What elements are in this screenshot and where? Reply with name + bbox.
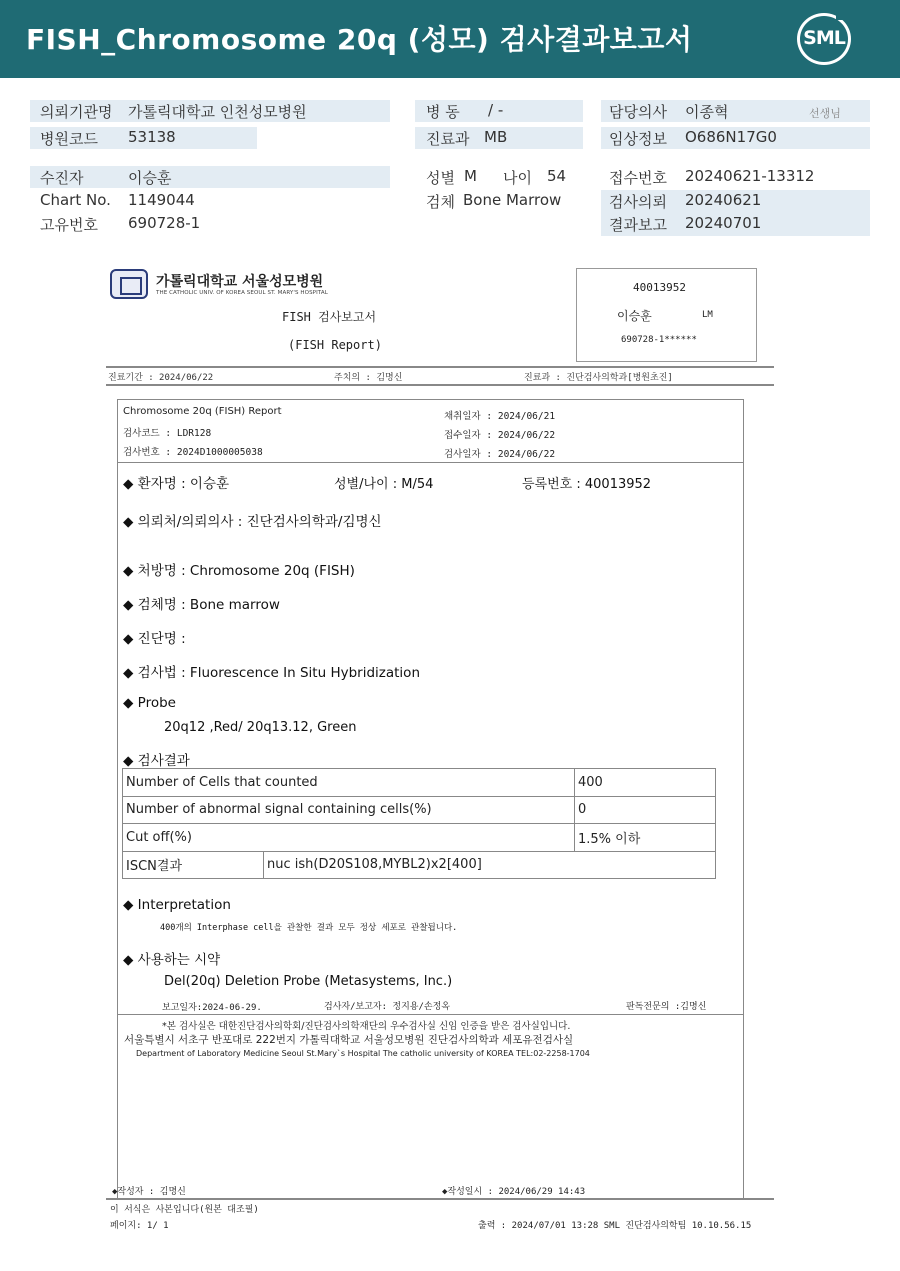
request-label: 검사의뢰 [609,193,667,211]
sex-value: M [464,167,477,185]
code-label: 병원코드 [40,130,98,148]
page-title: FISH_Chromosome 20q (성모) 검사결과보고서 [26,23,693,56]
certification-note: *본 검사실은 대한진단검사의학회/진단검사의학재단의 우수검사실 신임 인증을 받은 검사실입니다. [162,1021,571,1032]
table-row [123,851,716,879]
diagnosis-line: ◆ 진단명 : [123,631,186,647]
ward-label: 병 동 [426,103,460,121]
sex-label: 성별 [426,169,455,187]
institution-label: 의뢰기관명 [40,103,113,121]
report-box-header [118,400,743,463]
written-at: ◆작성일시 : 2024/06/29 14:43 [442,1187,586,1197]
sex-age-line: 성별/나이 : M/54 [334,477,434,492]
specimen-value: Bone Marrow [463,191,562,209]
report-name: Chromosome 20q (FISH) Report [123,406,282,417]
iscn-label: ISCN결과 [123,851,264,879]
interpretation-text: 400개의 Interphase cell을 관찰한 결과 모두 정상 세포로 관찰됩니다. [160,923,458,933]
receipt-label: 접수번호 [609,169,667,187]
author: ◆작성자 : 김명신 [112,1187,186,1197]
patient-label: 수진자 [40,169,84,187]
divider [118,1014,743,1015]
table-row [123,796,716,824]
uid-label: 고유번호 [40,216,98,234]
method-line: ◆ 검사법 : Fluorescence In Situ Hybridization [123,665,420,681]
patient-id-box [576,268,757,362]
table-cell-label: Cut off(%) [123,824,575,852]
receipt-value: 20240621-13312 [685,167,815,185]
id-tag: LM [702,310,713,320]
reagent-text: Del(20q) Deletion Probe (Metasystems, Inc.) [164,974,453,989]
meta-dept: 진료과 : 진단검사의학과[병원초진] [524,373,673,383]
hospital-subtitle: THE CATHOLIC UNIV. OF KOREA SEOUL ST. MARY'S HOSPITAL [156,290,328,296]
doctor-suffix: 선생님 [809,107,841,120]
ward-value: / - [488,101,504,119]
table-cell-label: Number of Cells that counted [123,769,575,797]
id-rrn: 690728-1****** [621,335,697,345]
specialist: 판독전문의 :김명신 [626,1002,707,1012]
patient-name-line: ◆ 환자명 : 이승훈 [123,476,230,492]
chart-label: Chart No. [40,191,111,209]
uid-value: 690728-1 [128,214,201,232]
probe-heading: ◆ Probe [123,695,176,711]
table-cell-value: 0 [575,796,716,824]
prescription-line: ◆ 처방명 : Chromosome 20q (FISH) [123,563,355,579]
report-subtitle: (FISH Report) [288,338,382,352]
clinical-value: O686N17G0 [685,128,777,146]
lab-address: 서울특별시 서초구 반포대로 222번지 가톨릭대학교 서울성모병원 진단검사의학과 세포유전검사실 [124,1034,574,1046]
probe-detail: 20q12 ,Red/ 20q13.12, Green [164,720,357,735]
chart-value: 1149044 [128,191,195,209]
copy-note: 이 서식은 사본입니다(원본 대조필) [110,1205,259,1215]
collected-date: 채취일자 : 2024/06/21 [444,411,556,422]
interpretation-heading: ◆ Interpretation [123,897,231,913]
id-reg-no: 40013952 [633,281,686,294]
dept-value: MB [484,128,508,146]
report-label: 결과보고 [609,216,667,234]
referrer-line: ◆ 의뢰처/의뢰의사 : 진단검사의학과/김명신 [123,514,382,530]
hospital-logo [110,269,148,299]
request-value: 20240621 [685,191,762,209]
id-name: 이승훈 [617,309,652,323]
hospital-name: 가톨릭대학교 서울성모병원 [156,274,324,290]
meta-row [108,368,774,384]
age-value: 54 [547,167,567,185]
received-date: 접수일자 : 2024/06/22 [444,430,556,441]
reagent-heading: ◆ 사용하는 시약 [123,952,221,968]
table-row [123,824,716,852]
table-row [123,769,716,797]
specimen-label: 검체 [426,193,455,211]
reg-no-line: 등록번호 : 40013952 [522,477,652,492]
specimen-line: ◆ 검체명 : Bone marrow [123,597,280,613]
printed-info: 출력 : 2024/07/01 13:28 SML 진단검사의학팀 10.10.56.15 [478,1221,752,1231]
patient-value: 이승훈 [128,169,172,187]
doctor-label: 담당의사 [609,103,667,121]
header-bar [0,0,900,78]
divider [106,384,774,386]
doctor-value: 이종혁 [685,103,729,121]
page-number: 페이지: 1/ 1 [110,1221,169,1231]
report-date: 보고일자:2024-06-29. [162,1003,262,1013]
testers: 검사자/보고자: 정지용/손정옥 [324,1002,451,1012]
report-title: FISH 검사보고서 [282,310,377,324]
divider [106,1198,774,1200]
institution-value: 가톨릭대학교 인천성모병원 [128,103,307,121]
lab-department-en: Department of Laboratory Medicine Seoul St.Mary`s Hospital The catholic university of KOREA TEL:02-2258-1704 [136,1049,590,1058]
report-box [117,399,744,1199]
age-label: 나이 [503,169,532,187]
result-heading: ◆ 검사결과 [123,753,190,769]
logo-text: SML [803,27,845,49]
report-value: 20240701 [685,214,762,232]
iscn-value: nuc ish(D20S108,MYBL2)x2[400] [264,851,716,879]
test-no: 검사번호 : 2024D1000005038 [123,447,263,458]
meta-period: 진료기간 : 2024/06/22 [108,373,214,383]
info-shade [30,166,390,188]
table-cell-value: 1.5% 이하 [575,824,716,852]
table-cell-value: 400 [575,769,716,797]
table-cell-label: Number of abnormal signal containing cells(%) [123,796,575,824]
results-table [122,768,716,879]
tested-date: 검사일자 : 2024/06/22 [444,449,556,460]
scanned-report [106,262,776,1242]
clinical-label: 임상정보 [609,130,667,148]
meta-attending: 주치의 : 김명신 [334,373,403,383]
test-code: 검사코드 : LDR128 [123,428,212,439]
sml-logo [797,13,851,65]
code-value: 53138 [128,128,176,146]
dept-label: 진료과 [426,130,470,148]
